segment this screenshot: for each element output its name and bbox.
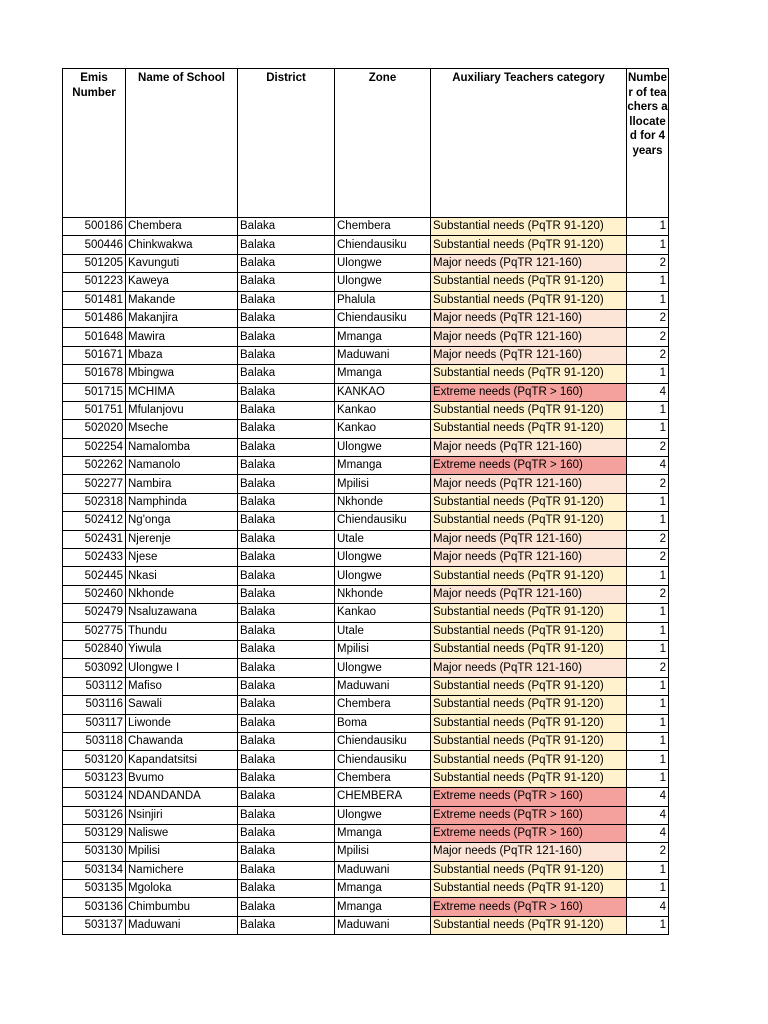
cell-school: Nsaluzawana [126,604,238,622]
cell-category: Major needs (PqTR 121-160) [431,549,627,567]
cell-zone: Maduwani [335,916,431,934]
table-row [63,493,669,511]
cell-school: Namphinda [126,493,238,511]
cell-district: Balaka [238,328,335,346]
cell-district: Balaka [238,236,335,254]
cell-category: Extreme needs (PqTR > 160) [431,457,627,475]
cell-school: Makande [126,291,238,309]
cell-teachers: 1 [627,622,669,640]
cell-emis: 501671 [63,346,126,364]
cell-zone: Ulongwe [335,806,431,824]
cell-category: Substantial needs (PqTR 91-120) [431,751,627,769]
table-row [63,732,669,750]
header-row [63,69,669,218]
cell-school: Chinkwakwa [126,236,238,254]
cell-teachers: 2 [627,438,669,456]
table-row [63,659,669,677]
cell-teachers: 1 [627,769,669,787]
cell-emis: 502433 [63,549,126,567]
cell-school: Ulongwe I [126,659,238,677]
cell-school: Mfulanjovu [126,401,238,419]
cell-district: Balaka [238,438,335,456]
cell-teachers: 1 [627,751,669,769]
cell-emis: 500186 [63,218,126,236]
cell-zone: CHEMBERA [335,788,431,806]
cell-category: Substantial needs (PqTR 91-120) [431,401,627,419]
table-row [63,843,669,861]
cell-district: Balaka [238,898,335,916]
cell-teachers: 1 [627,512,669,530]
cell-school: Makanjira [126,309,238,327]
cell-emis: 501648 [63,328,126,346]
cell-zone: Ulongwe [335,659,431,677]
cell-zone: Mpilisi [335,640,431,658]
table-row [63,236,669,254]
cell-school: Namanolo [126,457,238,475]
cell-teachers: 1 [627,714,669,732]
cell-teachers: 1 [627,732,669,750]
cell-school: Namalomba [126,438,238,456]
table-row [63,401,669,419]
cell-category: Substantial needs (PqTR 91-120) [431,567,627,585]
cell-school: Bvumo [126,769,238,787]
cell-emis: 501481 [63,291,126,309]
cell-emis: 501715 [63,383,126,401]
cell-category: Major needs (PqTR 121-160) [431,346,627,364]
cell-zone: Chembera [335,696,431,714]
cell-teachers: 1 [627,236,669,254]
cell-category: Major needs (PqTR 121-160) [431,309,627,327]
cell-zone: Chiendausiku [335,512,431,530]
cell-school: Nkasi [126,567,238,585]
cell-zone: Chiendausiku [335,236,431,254]
cell-school: Mafiso [126,677,238,695]
cell-teachers: 4 [627,806,669,824]
cell-zone: Kankao [335,420,431,438]
cell-school: Mseche [126,420,238,438]
cell-emis: 502840 [63,640,126,658]
cell-zone: KANKAO [335,383,431,401]
table-row [63,475,669,493]
cell-zone: Mmanga [335,898,431,916]
cell-teachers: 2 [627,530,669,548]
cell-category: Substantial needs (PqTR 91-120) [431,604,627,622]
cell-category: Substantial needs (PqTR 91-120) [431,714,627,732]
table-row [63,916,669,934]
cell-school: Chawanda [126,732,238,750]
table-row [63,254,669,272]
cell-emis: 503129 [63,824,126,842]
cell-school: Ng'onga [126,512,238,530]
cell-zone: Utale [335,530,431,548]
cell-category: Substantial needs (PqTR 91-120) [431,880,627,898]
cell-emis: 502775 [63,622,126,640]
cell-emis: 503117 [63,714,126,732]
cell-emis: 503135 [63,880,126,898]
cell-emis: 503137 [63,916,126,934]
header-category: Auxiliary Teachers category [431,69,627,218]
table-row [63,291,669,309]
table-row [63,788,669,806]
table-row [63,880,669,898]
cell-zone: Ulongwe [335,254,431,272]
cell-category: Extreme needs (PqTR > 160) [431,824,627,842]
cell-category: Substantial needs (PqTR 91-120) [431,696,627,714]
table-row [63,457,669,475]
cell-school: Kavunguti [126,254,238,272]
cell-category: Major needs (PqTR 121-160) [431,438,627,456]
cell-zone: Chiendausiku [335,732,431,750]
cell-district: Balaka [238,696,335,714]
cell-emis: 503116 [63,696,126,714]
cell-teachers: 1 [627,604,669,622]
cell-emis: 500446 [63,236,126,254]
cell-category: Extreme needs (PqTR > 160) [431,806,627,824]
cell-category: Extreme needs (PqTR > 160) [431,898,627,916]
cell-zone: Chiendausiku [335,309,431,327]
cell-district: Balaka [238,254,335,272]
table-row [63,438,669,456]
cell-district: Balaka [238,677,335,695]
table-row [63,383,669,401]
cell-school: Njese [126,549,238,567]
table-row [63,346,669,364]
table-row [63,824,669,842]
cell-zone: Mmanga [335,457,431,475]
cell-teachers: 4 [627,457,669,475]
header-district: District [238,69,335,218]
cell-zone: Nkhonde [335,493,431,511]
schools-table [62,68,669,935]
cell-school: Thundu [126,622,238,640]
cell-teachers: 2 [627,309,669,327]
table-row [63,328,669,346]
cell-school: Mbingwa [126,365,238,383]
cell-zone: Mpilisi [335,843,431,861]
table-row [63,714,669,732]
cell-district: Balaka [238,365,335,383]
table-row [63,365,669,383]
cell-category: Substantial needs (PqTR 91-120) [431,218,627,236]
cell-zone: Mmanga [335,365,431,383]
cell-zone: Maduwani [335,861,431,879]
cell-teachers: 2 [627,254,669,272]
cell-school: Chimbumbu [126,898,238,916]
cell-emis: 501751 [63,401,126,419]
cell-emis: 502445 [63,567,126,585]
cell-district: Balaka [238,567,335,585]
cell-teachers: 1 [627,567,669,585]
cell-district: Balaka [238,714,335,732]
cell-district: Balaka [238,530,335,548]
table-row [63,585,669,603]
cell-zone: Chembera [335,769,431,787]
table-row [63,309,669,327]
cell-teachers: 1 [627,640,669,658]
table-row [63,861,669,879]
table-row [63,273,669,291]
cell-emis: 501678 [63,365,126,383]
cell-emis: 503092 [63,659,126,677]
cell-category: Major needs (PqTR 121-160) [431,475,627,493]
cell-zone: Phalula [335,291,431,309]
cell-emis: 502479 [63,604,126,622]
cell-zone: Ulongwe [335,273,431,291]
cell-school: MCHIMA [126,383,238,401]
cell-school: Nsinjiri [126,806,238,824]
cell-district: Balaka [238,346,335,364]
cell-category: Substantial needs (PqTR 91-120) [431,365,627,383]
cell-district: Balaka [238,824,335,842]
cell-zone: Boma [335,714,431,732]
cell-category: Substantial needs (PqTR 91-120) [431,916,627,934]
cell-teachers: 2 [627,549,669,567]
cell-district: Balaka [238,383,335,401]
cell-district: Balaka [238,861,335,879]
table-row [63,622,669,640]
cell-teachers: 4 [627,788,669,806]
cell-school: Mbaza [126,346,238,364]
cell-emis: 503134 [63,861,126,879]
cell-emis: 503123 [63,769,126,787]
cell-district: Balaka [238,218,335,236]
cell-teachers: 1 [627,291,669,309]
cell-district: Balaka [238,732,335,750]
cell-district: Balaka [238,512,335,530]
cell-school: Kapandatsitsi [126,751,238,769]
cell-emis: 503136 [63,898,126,916]
table-row [63,806,669,824]
table-row [63,696,669,714]
cell-zone: Maduwani [335,346,431,364]
cell-teachers: 1 [627,677,669,695]
cell-category: Extreme needs (PqTR > 160) [431,383,627,401]
cell-school: Njerenje [126,530,238,548]
table-row [63,751,669,769]
cell-teachers: 1 [627,365,669,383]
cell-emis: 502431 [63,530,126,548]
cell-zone: Ulongwe [335,438,431,456]
cell-school: Yiwula [126,640,238,658]
cell-category: Major needs (PqTR 121-160) [431,254,627,272]
header-zone: Zone [335,69,431,218]
cell-teachers: 4 [627,383,669,401]
cell-school: Chembera [126,218,238,236]
cell-zone: Maduwani [335,677,431,695]
cell-category: Substantial needs (PqTR 91-120) [431,861,627,879]
cell-teachers: 1 [627,273,669,291]
cell-emis: 503118 [63,732,126,750]
cell-district: Balaka [238,659,335,677]
cell-teachers: 1 [627,401,669,419]
cell-category: Substantial needs (PqTR 91-120) [431,640,627,658]
cell-category: Substantial needs (PqTR 91-120) [431,622,627,640]
cell-school: Nkhonde [126,585,238,603]
cell-emis: 501205 [63,254,126,272]
cell-teachers: 2 [627,843,669,861]
cell-zone: Nkhonde [335,585,431,603]
cell-emis: 502277 [63,475,126,493]
cell-category: Substantial needs (PqTR 91-120) [431,493,627,511]
cell-category: Major needs (PqTR 121-160) [431,585,627,603]
cell-emis: 503126 [63,806,126,824]
cell-teachers: 1 [627,420,669,438]
cell-school: Mgoloka [126,880,238,898]
cell-zone: Kankao [335,401,431,419]
cell-zone: Mmanga [335,824,431,842]
cell-school: Mawira [126,328,238,346]
cell-zone: Mmanga [335,880,431,898]
cell-school: Naliswe [126,824,238,842]
cell-zone: Utale [335,622,431,640]
cell-zone: Chembera [335,218,431,236]
cell-zone: Kankao [335,604,431,622]
cell-category: Substantial needs (PqTR 91-120) [431,732,627,750]
cell-emis: 501486 [63,309,126,327]
cell-teachers: 1 [627,493,669,511]
cell-emis: 502020 [63,420,126,438]
cell-district: Balaka [238,604,335,622]
cell-district: Balaka [238,916,335,934]
cell-district: Balaka [238,585,335,603]
cell-school: Mpilisi [126,843,238,861]
header-emis: Emis Number [63,69,126,218]
cell-emis: 502460 [63,585,126,603]
cell-district: Balaka [238,788,335,806]
cell-emis: 503120 [63,751,126,769]
cell-zone: Chiendausiku [335,751,431,769]
table-row [63,218,669,236]
cell-district: Balaka [238,880,335,898]
cell-category: Substantial needs (PqTR 91-120) [431,769,627,787]
cell-teachers: 1 [627,861,669,879]
cell-teachers: 1 [627,218,669,236]
cell-district: Balaka [238,769,335,787]
table-row [63,640,669,658]
cell-district: Balaka [238,273,335,291]
cell-teachers: 1 [627,880,669,898]
cell-district: Balaka [238,640,335,658]
cell-category: Extreme needs (PqTR > 160) [431,788,627,806]
cell-emis: 502412 [63,512,126,530]
cell-district: Balaka [238,751,335,769]
table-row [63,530,669,548]
table-row [63,898,669,916]
cell-emis: 503130 [63,843,126,861]
cell-school: NDANDANDA [126,788,238,806]
cell-district: Balaka [238,309,335,327]
header-school: Name of School [126,69,238,218]
cell-school: Kaweya [126,273,238,291]
cell-category: Major needs (PqTR 121-160) [431,843,627,861]
table-row [63,512,669,530]
header-teachers: Number of teachers allocated for 4 years [627,69,669,218]
table-row [63,420,669,438]
cell-teachers: 4 [627,824,669,842]
cell-zone: Mmanga [335,328,431,346]
cell-zone: Mpilisi [335,475,431,493]
cell-category: Substantial needs (PqTR 91-120) [431,677,627,695]
cell-district: Balaka [238,475,335,493]
cell-category: Major needs (PqTR 121-160) [431,530,627,548]
cell-teachers: 2 [627,475,669,493]
cell-district: Balaka [238,493,335,511]
cell-district: Balaka [238,622,335,640]
cell-teachers: 2 [627,659,669,677]
cell-district: Balaka [238,420,335,438]
cell-emis: 501223 [63,273,126,291]
cell-zone: Ulongwe [335,549,431,567]
cell-district: Balaka [238,291,335,309]
table-row [63,677,669,695]
cell-emis: 502318 [63,493,126,511]
cell-school: Liwonde [126,714,238,732]
cell-school: Maduwani [126,916,238,934]
cell-category: Substantial needs (PqTR 91-120) [431,512,627,530]
cell-category: Substantial needs (PqTR 91-120) [431,291,627,309]
cell-emis: 503112 [63,677,126,695]
cell-emis: 502254 [63,438,126,456]
cell-district: Balaka [238,401,335,419]
cell-category: Major needs (PqTR 121-160) [431,659,627,677]
cell-category: Substantial needs (PqTR 91-120) [431,236,627,254]
cell-zone: Ulongwe [335,567,431,585]
cell-teachers: 1 [627,696,669,714]
cell-school: Namichere [126,861,238,879]
cell-district: Balaka [238,806,335,824]
cell-teachers: 2 [627,328,669,346]
cell-teachers: 2 [627,585,669,603]
table-row [63,549,669,567]
cell-district: Balaka [238,549,335,567]
cell-teachers: 1 [627,916,669,934]
cell-emis: 502262 [63,457,126,475]
cell-district: Balaka [238,457,335,475]
cell-school: Sawali [126,696,238,714]
cell-teachers: 4 [627,898,669,916]
cell-school: Nambira [126,475,238,493]
cell-district: Balaka [238,843,335,861]
cell-teachers: 2 [627,346,669,364]
table-row [63,604,669,622]
cell-category: Substantial needs (PqTR 91-120) [431,273,627,291]
cell-emis: 503124 [63,788,126,806]
table-row [63,567,669,585]
cell-category: Major needs (PqTR 121-160) [431,328,627,346]
cell-category: Substantial needs (PqTR 91-120) [431,420,627,438]
table-row [63,769,669,787]
